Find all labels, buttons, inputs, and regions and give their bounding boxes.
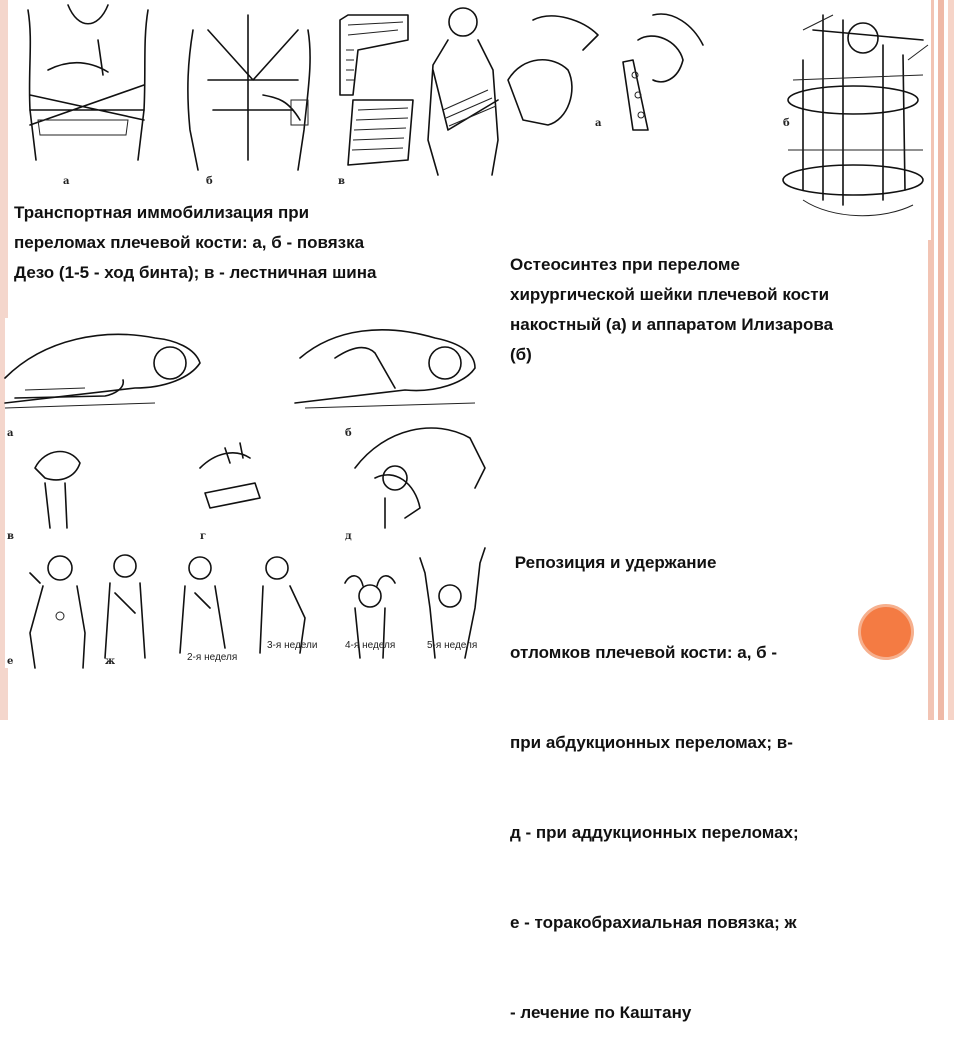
figure-letter: а: [63, 176, 70, 187]
figure-letter: а: [7, 428, 14, 439]
accent-circle: [858, 604, 914, 660]
week-label: 2-я неделя: [187, 652, 238, 663]
bandage-illustration: [8, 0, 500, 190]
caption-line: д - при аддукционных переломах;: [510, 823, 799, 842]
reposition-caption: [510, 488, 870, 1058]
caption-line: е - торакобрахиальная повязка; ж: [510, 913, 797, 932]
week-label: 3-я недели: [267, 640, 318, 651]
week-label: 5-я неделя: [427, 640, 478, 651]
osteosynthesis-figure: [503, 0, 931, 240]
caption-line: хирургической шейки плечевой кости: [510, 285, 830, 304]
caption-line: переломах плечевой кости: а, б - повязка: [14, 233, 365, 252]
figure-letter: е: [7, 656, 14, 667]
figure-letter: а: [595, 118, 602, 129]
reposition-figure: [5, 318, 497, 668]
caption-line: при абдукционных переломах; в-: [510, 733, 793, 752]
caption-line: Остеосинтез при переломе: [510, 255, 740, 274]
caption-line: - лечение по Каштану: [510, 1003, 692, 1022]
figure-letter: ж: [105, 656, 116, 667]
caption-line: (б): [510, 345, 532, 364]
caption-line: Репозиция и удержание: [510, 553, 717, 572]
figure-letter: д: [345, 531, 352, 542]
caption-line: Дезо (1-5 - ход бинта); в - лестничная шина: [14, 263, 377, 282]
transport-immobilization-figure: [8, 0, 500, 190]
figure-letter: г: [200, 531, 207, 542]
right-decor-stripe: [948, 0, 954, 720]
reposition-illustration: [5, 318, 497, 668]
figure-letter: б: [783, 118, 790, 129]
caption-line: накостный (а) и аппаратом Илизарова: [510, 315, 834, 334]
figure-letter: б: [206, 176, 213, 187]
week-label: 4-я неделя: [345, 640, 396, 651]
figure-letter: б: [345, 428, 352, 439]
osteosynthesis-caption: [510, 250, 920, 370]
caption-line: отломков плечевой кости: а, б -: [510, 643, 778, 662]
caption-line: Транспортная иммобилизация при: [14, 203, 310, 222]
transport-immobilization-caption: [14, 198, 494, 288]
figure-letter: в: [7, 531, 14, 542]
figure-letter: в: [338, 176, 345, 187]
right-decor-stripe: [938, 0, 944, 720]
osteosynthesis-illustration: [503, 0, 931, 240]
